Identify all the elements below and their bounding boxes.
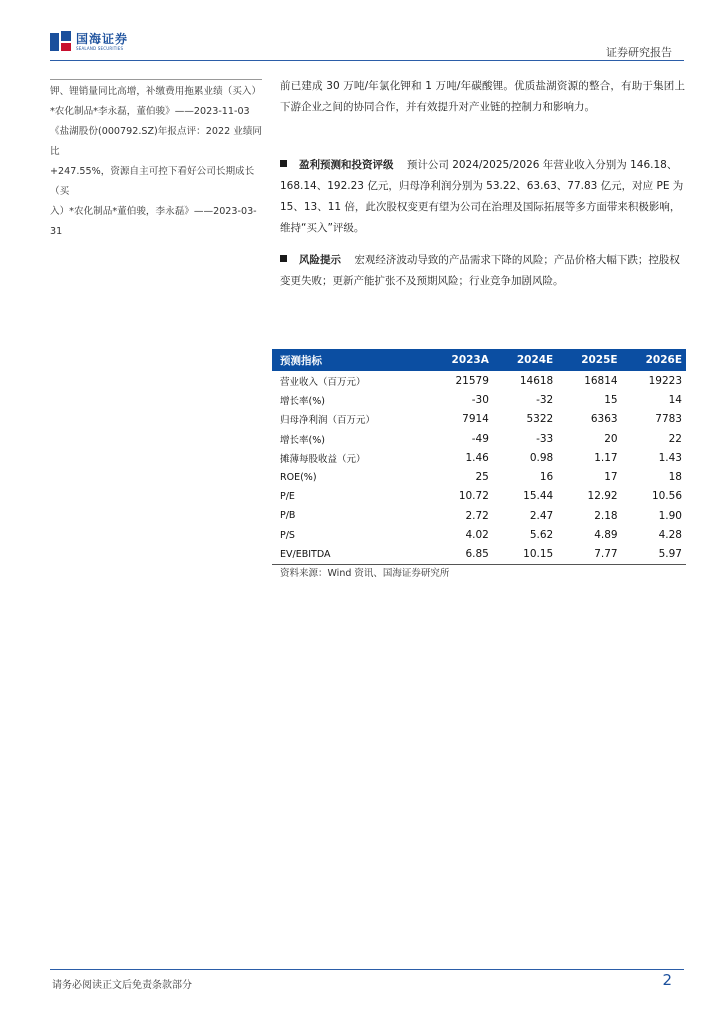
table-row: [272, 487, 686, 506]
table-cell: 6.85: [427, 545, 493, 565]
related-report-line: 《盐湖股份(000792.SZ)年报点评：2022 业绩同比: [50, 126, 263, 157]
related-report-line: *农化制品*李永磊，董伯骏》——2023-11-03: [50, 106, 250, 117]
table-cell: 2.47: [529, 509, 554, 522]
header-cell: 2023A: [427, 349, 493, 371]
company-logo: [50, 31, 128, 53]
table-cell: 10.56: [651, 490, 682, 503]
table-cell: 25: [475, 471, 489, 484]
table-cell: 6363: [590, 413, 618, 426]
table-cell: 19223: [648, 374, 682, 387]
forecast-section: [280, 155, 685, 239]
forecast-text: 预计公司 2024/2025/2026 年营业收入分别为 146.18、168.14、192.23 亿元，归母净利润分别为 53.22、63.63、77.83 亿元，对应 PE 为 15、13、11 倍，此次股权变更有望为公司在治理及国际拓展等多方面带来积极影响，维持“买入”评级。: [280, 159, 684, 234]
table-row: [272, 429, 686, 448]
table-cell: 1.17: [594, 451, 618, 464]
header-divider: [50, 60, 684, 61]
table-row: [272, 467, 686, 486]
row-label: P/E: [280, 490, 295, 502]
table-cell: 5.62: [529, 529, 554, 542]
table-cell: 15: [604, 393, 618, 406]
row-label: 营业收入（百万元）: [280, 376, 366, 388]
related-report-line: 钾、锂销量同比高增，补缴费用拖累业绩（买入）: [50, 86, 262, 97]
table-cell: 0.98: [529, 451, 554, 464]
table-cell: 4.89: [594, 529, 618, 542]
forecast-heading: 盈利预测和投资评级: [299, 159, 394, 171]
table-header-row: [272, 349, 686, 371]
logo-icon: [50, 31, 72, 53]
table-cell: 16: [539, 471, 554, 484]
row-label: P/B: [280, 510, 296, 522]
table-source: 资料来源：Wind 资讯、国海证券研究所: [280, 568, 450, 579]
logo-name-cn: 国海证券: [76, 31, 129, 46]
header-cell: 2024E: [493, 349, 557, 371]
page-number: 2: [662, 971, 672, 989]
table-cell: 7783: [655, 413, 682, 426]
table-cell: -49: [471, 432, 489, 445]
table-cell: 14: [668, 393, 682, 406]
table-row: [272, 390, 686, 409]
table-cell: 20: [604, 432, 618, 445]
table-cell: 7.77: [557, 545, 621, 565]
table-cell: -30: [471, 393, 489, 406]
table-cell: 1.46: [465, 451, 489, 464]
table-cell: 2.18: [594, 509, 618, 522]
table-cell: 12.92: [587, 490, 618, 503]
table-cell: 14618: [519, 374, 554, 387]
table-cell: -33: [536, 432, 554, 445]
table-cell: 17: [604, 471, 618, 484]
table-row: [272, 545, 686, 565]
row-label: ROE(%): [280, 471, 317, 483]
logo-name-en: SEALAND SECURITIES: [76, 45, 124, 51]
table-cell: 5.97: [622, 545, 686, 565]
header-cell: 2026E: [622, 349, 686, 371]
report-type: 证券研究报告: [606, 46, 672, 59]
table-cell: 1.43: [658, 451, 682, 464]
row-label: 增长率(%): [280, 434, 325, 446]
header-cell: 预测指标: [272, 349, 427, 371]
intro-text: 前已建成 30 万吨/年氯化钾和 1 万吨/年碳酸锂。优质盐湖资源的整合，有助于集团上下游企业之间的协同合作，并有效提升对产业链的控制力和影响力。: [280, 80, 685, 113]
table-cell: 16814: [584, 374, 618, 387]
disclaimer-text: 请务必阅读正文后免责条款部分: [52, 980, 192, 991]
row-label: 增长率(%): [280, 395, 325, 407]
table-cell: 10.15: [493, 545, 557, 565]
forecast-table: [272, 349, 686, 565]
table-cell: 7914: [462, 413, 489, 426]
related-report-line: 入）*农化制品*董伯骏，李永磊》——2023-03-31: [50, 206, 257, 237]
table-cell: 5322: [526, 413, 554, 426]
left-divider: [50, 79, 262, 80]
risk-section: [280, 250, 685, 292]
footer-divider: [50, 969, 684, 970]
table-cell: 22: [668, 432, 682, 445]
table-cell: 10.72: [458, 490, 489, 503]
table-cell: 15.44: [523, 490, 554, 503]
bullet-square-icon: [280, 255, 287, 262]
row-label: EV/EBITDA: [272, 545, 427, 565]
row-label: 归母净利润（百万元）: [280, 415, 376, 427]
risk-text: 宏观经济波动导致的产品需求下降的风险；产品价格大幅下跌；控股权变更失败；更新产能扩张不及预期风险；行业竞争加剧风险。: [280, 254, 680, 287]
table-cell: 4.28: [658, 529, 682, 542]
row-label: 摊薄每股收益（元）: [280, 453, 366, 465]
related-reports: [50, 82, 262, 242]
table-cell: -32: [536, 393, 554, 406]
table-cell: 2.72: [465, 509, 489, 522]
table-cell: 21579: [455, 374, 489, 387]
related-report-line: +247.55%，资源自主可控下看好公司长期成长（买: [50, 166, 255, 197]
row-label: P/S: [280, 529, 295, 541]
table-cell: 4.02: [465, 529, 489, 542]
intro-paragraph: [280, 76, 685, 118]
table-row: [272, 525, 686, 544]
header-cell: 2025E: [557, 349, 621, 371]
risk-heading: 风险提示: [299, 254, 341, 266]
bullet-square-icon: [280, 160, 287, 167]
table-row: [272, 410, 686, 429]
table-row: [272, 448, 686, 467]
table-row: [272, 371, 686, 390]
table-cell: 1.90: [658, 509, 682, 522]
table-row: [272, 506, 686, 525]
table-cell: 18: [668, 471, 682, 484]
